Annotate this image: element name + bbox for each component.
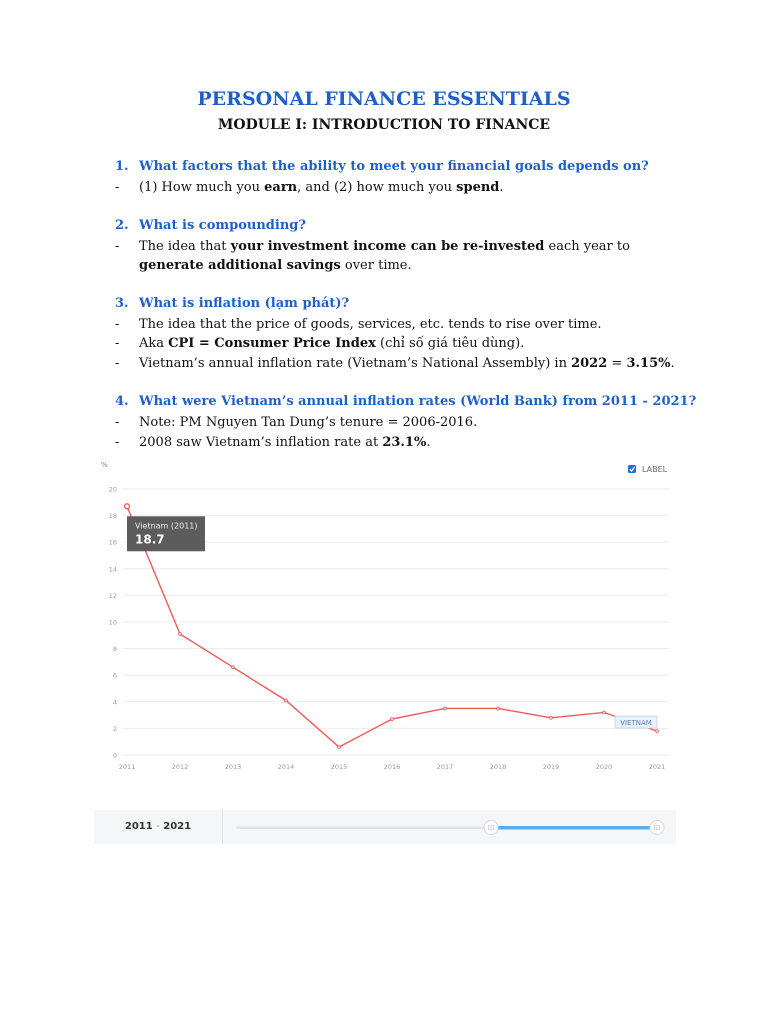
bullet-bold: CPI = Consumer Price Index (168, 336, 376, 351)
inflation-chart-svg (94, 456, 678, 776)
data-point (444, 707, 447, 710)
bullet-text: each year to (544, 239, 630, 254)
slider-handle-grip: III (487, 825, 495, 832)
data-point (656, 730, 659, 733)
x-tick-label: 2015 (330, 763, 348, 771)
question-number: 4. (115, 394, 129, 409)
x-tick-label: 2016 (383, 763, 401, 771)
question-2 (115, 218, 306, 233)
x-tick-label: 2020 (595, 763, 613, 771)
x-tick-label: 2013 (224, 763, 242, 771)
bullet-text: Note: PM Nguyen Tan Dung’s tenure = 2006-2016. (139, 415, 478, 430)
data-point (550, 716, 553, 719)
bullet-s1-1 (115, 178, 675, 197)
x-tick-label: 2012 (171, 763, 189, 771)
data-point (285, 699, 288, 702)
range-end: 2021 (163, 821, 192, 832)
bullet-text: over time. (340, 258, 412, 273)
x-tick-label: 2014 (277, 763, 295, 771)
question-number: 3. (115, 296, 129, 311)
range-start: 2011 (124, 821, 153, 832)
bullet-s4-2 (115, 433, 675, 452)
bullet-bold: 2022 (571, 356, 608, 371)
y-tick-label: 4 (112, 698, 117, 707)
y-tick-label: 18 (108, 512, 117, 521)
data-point (391, 718, 394, 721)
page-title: PERSONAL FINANCE ESSENTIALS (197, 88, 571, 110)
y-tick-label: 20 (108, 485, 117, 494)
bullet-dash: - (115, 317, 120, 332)
bullet-s3-2 (115, 334, 675, 353)
bullet-text: (1) How much you (139, 180, 265, 195)
year-range-slider (94, 810, 676, 844)
bullet-dash: - (115, 239, 120, 254)
x-tick-label: 2019 (542, 763, 560, 771)
y-tick-label: 6 (112, 671, 117, 680)
y-tick-label: 12 (108, 591, 117, 600)
slider-handle-grip: III (653, 825, 661, 832)
series-label: VIETNAM (620, 718, 652, 727)
bullet-text: Vietnam’s annual inflation rate (Vietnam’s National Assembly) in (139, 356, 572, 371)
bullet-s2-1 (115, 237, 675, 275)
bullet-text: The idea that the price of goods, services, etc. tends to rise over time. (139, 317, 602, 332)
question-text: What factors that the ability to meet your financial goals depends on? (139, 159, 649, 174)
bullet-text: (chỉ số giá tiêu dùng). (375, 336, 525, 351)
bullet-s4-1 (115, 413, 675, 432)
question-number: 1. (115, 159, 129, 174)
range-separator: - (156, 821, 160, 832)
slider-track-svg (94, 810, 676, 844)
bullet-bold: your investment income can be re-invested (230, 239, 545, 254)
x-tick-label: 2017 (436, 763, 454, 771)
y-tick-label: 0 (112, 751, 117, 760)
bullet-text: . (499, 180, 504, 195)
bullet-bold: earn (264, 180, 298, 195)
y-tick-label: 8 (112, 645, 117, 654)
question-text: What is inflation (lạm phát)? (139, 296, 350, 311)
inflation-chart (94, 456, 678, 776)
bullet-text: Aka (139, 336, 169, 351)
slider-track-inactive (236, 827, 491, 830)
bullet-text: 2008 saw Vietnam’s inflation rate at (139, 435, 383, 450)
question-text: What were Vietnam’s annual inflation rates (World Bank) from 2011 - 2021? (139, 394, 697, 409)
question-number: 2. (115, 218, 129, 233)
legend-label: LABEL (642, 465, 668, 474)
bullet-text: . (670, 356, 675, 371)
bullet-dash: - (115, 180, 120, 195)
tooltip-title: Vietnam (2011) (135, 521, 198, 531)
legend-checkbox[interactable] (628, 465, 636, 473)
question-text: What is compounding? (139, 218, 306, 233)
y-tick-label: 2 (112, 724, 117, 733)
y-tick-label: 10 (108, 618, 117, 627)
bullet-s3-3 (115, 354, 675, 373)
bullet-text: The idea that (139, 239, 231, 254)
data-point (338, 746, 341, 749)
question-3 (115, 296, 349, 311)
x-tick-label: 2018 (489, 763, 507, 771)
slider-handle-right[interactable] (650, 821, 664, 835)
bullet-dash: - (115, 415, 120, 430)
bullet-bold: 3.15% (626, 356, 671, 371)
bullet-text: . (426, 435, 431, 450)
data-point (497, 707, 500, 710)
bullet-text: , and (2) how much you (297, 180, 457, 195)
tooltip-value: 18.7 (135, 532, 165, 547)
y-axis-label: % (101, 461, 108, 469)
page-subtitle: MODULE I: INTRODUCTION TO FINANCE (217, 117, 551, 133)
slider-handle-left[interactable] (484, 821, 498, 835)
bullet-dash: - (115, 336, 120, 351)
data-point (125, 504, 130, 509)
x-tick-label: 2021 (648, 763, 666, 771)
bullet-bold: generate additional savings (139, 258, 341, 273)
y-tick-label: 14 (108, 565, 117, 574)
bullet-text: = (607, 356, 627, 371)
data-point (603, 711, 606, 714)
slider-track-active (491, 826, 657, 830)
data-point (232, 666, 235, 669)
question-4 (115, 394, 696, 409)
bullet-bold: spend (456, 180, 500, 195)
y-tick-label: 16 (108, 538, 117, 547)
bullet-dash: - (115, 435, 120, 450)
x-tick-label: 2011 (118, 763, 136, 771)
data-point (179, 633, 182, 636)
bullet-s3-1 (115, 315, 675, 334)
question-1 (115, 159, 649, 174)
bullet-dash: - (115, 356, 120, 371)
bullet-bold: 23.1% (382, 435, 427, 450)
